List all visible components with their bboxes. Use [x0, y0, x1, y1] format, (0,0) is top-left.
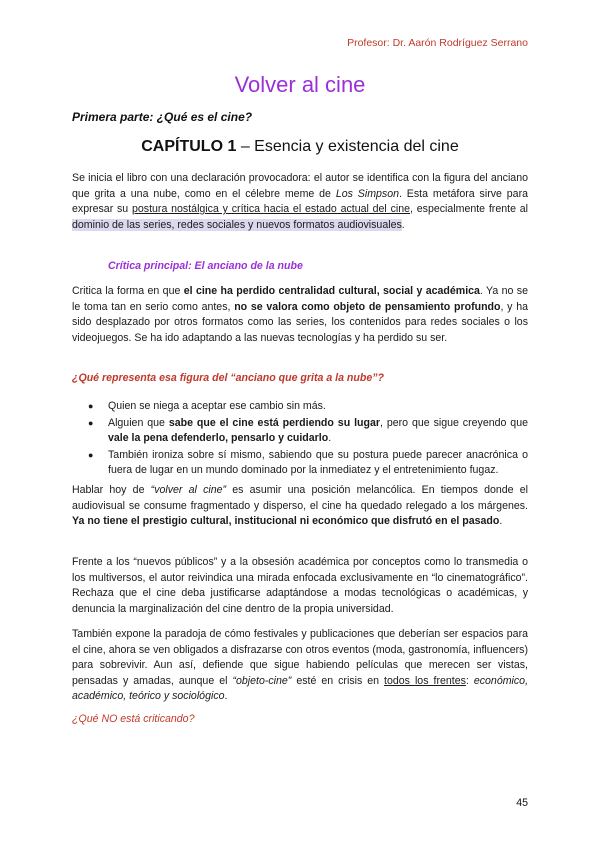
- question-heading-2: ¿Qué NO está criticando?: [72, 713, 195, 725]
- paragraph-volver: [72, 483, 528, 530]
- text-run: .: [224, 690, 228, 702]
- text-run: , y ha sido desplazado por otros formatos como las series, los contenidos para redes sociales o los videojuegos. Se ha ido adaptando a las nuevas tecnologías y ha perdido su ser.: [72, 300, 528, 344]
- underlined-run: postura nostálgica y crítica hacia el estado actual del cine: [132, 203, 411, 215]
- text-run: :: [465, 674, 474, 687]
- text-run: .: [401, 218, 405, 231]
- underlined-run: todos los frentes: [384, 674, 466, 687]
- highlighted-run: dominio de las series, redes sociales y nuevos formatos audiovisuales: [72, 218, 402, 231]
- list-item: [72, 399, 528, 415]
- text-run: esté en crisis en: [291, 674, 385, 687]
- chapter-separator: –: [236, 138, 255, 155]
- text-run: es asumir una posición melancólica. En tiempos donde el audiovisual se consume fragmentado y disperso, el cine ha quedado relegado a los márgenes.: [72, 484, 528, 512]
- italic-run: económico, académico, teórico y sociológico: [72, 674, 529, 702]
- text-run: . Ya no se le toma tan en serio como antes,: [72, 285, 528, 313]
- bullet-icon: ●: [88, 401, 94, 411]
- document-title: Volver al cine: [234, 72, 366, 97]
- text-run: , pero que sigue creyendo que: [379, 416, 528, 429]
- chapter-number: CAPÍTULO 1: [141, 138, 237, 155]
- bold-run: Ya no tiene el prestigio cultural, institucional ni económico que disfrutó en el pasado: [72, 515, 500, 527]
- list-item-text: Quien se niega a aceptar ese cambio sin más.: [108, 400, 326, 412]
- professor-header: Profesor: Dr. Aarón Rodríguez Serrano: [347, 37, 528, 49]
- paragraph-critica: [72, 284, 528, 346]
- bold-run: el cine ha perdido centralidad cultural, social y académica: [183, 285, 480, 297]
- paragraph-paradoja: [72, 627, 528, 705]
- bold-run: sabe que el cine está perdiendo su lugar: [168, 416, 380, 429]
- text-run: .: [328, 432, 332, 444]
- text-run: Critica la forma en que: [72, 285, 184, 297]
- italic-run: Los Simpson: [335, 187, 399, 200]
- text-run: .: [499, 515, 503, 527]
- paragraph-publicos: Frente a los “nuevos públicos” y a la obsesión académica por conceptos como lo transmedia o los multiversos, el autor reivindica una mirada enfocada exclusivamente en “lo cinematográfico”. Rechaza que el cine deba justificarse adaptándose a modas tecnológicas o académicas, y denuncia la marginalización del cine dentro de la propia universidad.: [72, 556, 528, 615]
- bullet-list: [72, 399, 528, 480]
- list-item-text: También ironiza sobre sí mismo, sabiendo que su postura puede parecer anacrónica o fuera de lugar en un mundo dominado por la inmediatez y el entretenimiento fugaz.: [108, 448, 528, 476]
- italic-run: “objeto-cine”: [232, 674, 292, 687]
- bold-run: vale la pena defenderlo, pensarlo y cuidarlo: [108, 432, 329, 444]
- text-run: Hablar hoy de: [72, 484, 151, 496]
- page-number: 45: [516, 797, 528, 809]
- part-heading: Primera parte: ¿Qué es el cine?: [72, 110, 253, 124]
- bullet-icon: ●: [88, 417, 94, 428]
- list-item: [72, 448, 528, 479]
- text-run: , especialmente frente al: [410, 203, 529, 215]
- text-run: . Esta metáfora sirve para expresar su: [72, 187, 528, 215]
- bold-run: no se valora como objeto de pensamiento profundo: [234, 300, 501, 313]
- list-item: [72, 416, 528, 447]
- bullet-icon: ●: [88, 449, 94, 460]
- text-run: Se inicia el libro con una declaración provocadora: el autor se identifica con la figura del anciano que grita a una nube, como en el célebre meme de: [72, 172, 528, 200]
- subheading-critica: Crítica principal: El anciano de la nube: [108, 260, 303, 272]
- text-run: Alguien que: [108, 416, 169, 429]
- paragraph-intro: [72, 171, 528, 233]
- chapter-heading: [0, 138, 600, 156]
- italic-run: “volver al cine”: [150, 484, 227, 496]
- chapter-name: Esencia y existencia del cine: [254, 138, 459, 155]
- text-run: También expone la paradoja de cómo festivales y publicaciones que deberían ser espacios para el cine, ahora se ven obligados a disfrazarse con otros eventos (moda, gastronomía, influencers) para sobrevivir. Aun así, defiende que sigue habiendo películas que merecen ser vistas, pensadas y amadas, aunque el: [72, 628, 528, 687]
- question-heading-1: ¿Qué representa esa figura del “anciano que grita a la nube”?: [72, 372, 385, 384]
